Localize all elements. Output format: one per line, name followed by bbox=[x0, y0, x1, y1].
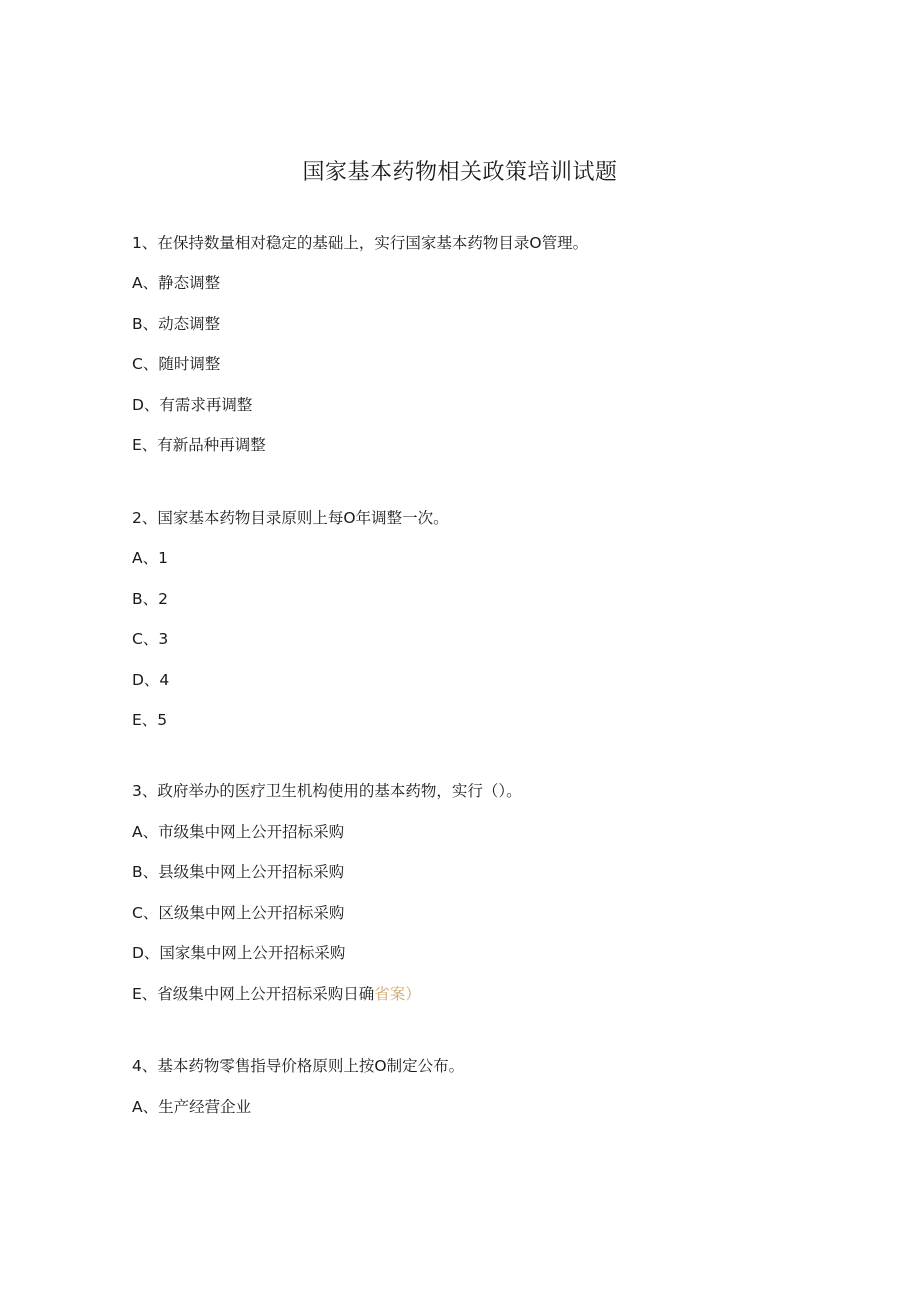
question-2-option-b: B、2 bbox=[132, 590, 168, 608]
question-1-option-c: C、随时调整 bbox=[132, 355, 221, 373]
question-3-option-d: D、国家集中网上公开招标采购 bbox=[132, 944, 346, 962]
question-1-option-a: A、静态调整 bbox=[132, 274, 221, 292]
page-title: 国家基本药物相关政策培训试题 bbox=[302, 160, 618, 185]
question-1-option-b: B、动态调整 bbox=[132, 315, 221, 333]
question-3-option-a: A、市级集中网上公开招标采购 bbox=[132, 823, 345, 841]
question-4-stem: 4、基本药物零售指导价格原则上按O制定公布。 bbox=[132, 1057, 465, 1075]
question-3-option-e-faded-suffix: 省案） bbox=[374, 985, 421, 1003]
question-2-option-d: D、4 bbox=[132, 671, 170, 689]
question-3-option-e bbox=[132, 982, 421, 1006]
question-1-stem: 1、在保持数量相对稳定的基础上，实行国家基本药物目录O管理。 bbox=[132, 234, 589, 252]
question-3-option-c: C、区级集中网上公开招标采购 bbox=[132, 904, 345, 922]
question-2-stem: 2、国家基本药物目录原则上每O年调整一次。 bbox=[132, 509, 449, 527]
question-3-option-e-text: E、省级集中网上公开招标采购日确 bbox=[132, 985, 375, 1003]
question-2-option-e: E、5 bbox=[132, 711, 168, 729]
question-1-option-d: D、有需求再调整 bbox=[132, 396, 253, 414]
question-4-option-a: A、生产经营企业 bbox=[132, 1098, 252, 1116]
question-3-stem: 3、政府举办的医疗卫生机构使用的基本药物，实行（）。 bbox=[132, 782, 522, 800]
question-3-option-b: B、县级集中网上公开招标采购 bbox=[132, 863, 345, 881]
question-2-option-a: A、1 bbox=[132, 549, 168, 567]
question-2-option-c: C、3 bbox=[132, 630, 169, 648]
question-1-option-e: E、有新品种再调整 bbox=[132, 436, 266, 454]
